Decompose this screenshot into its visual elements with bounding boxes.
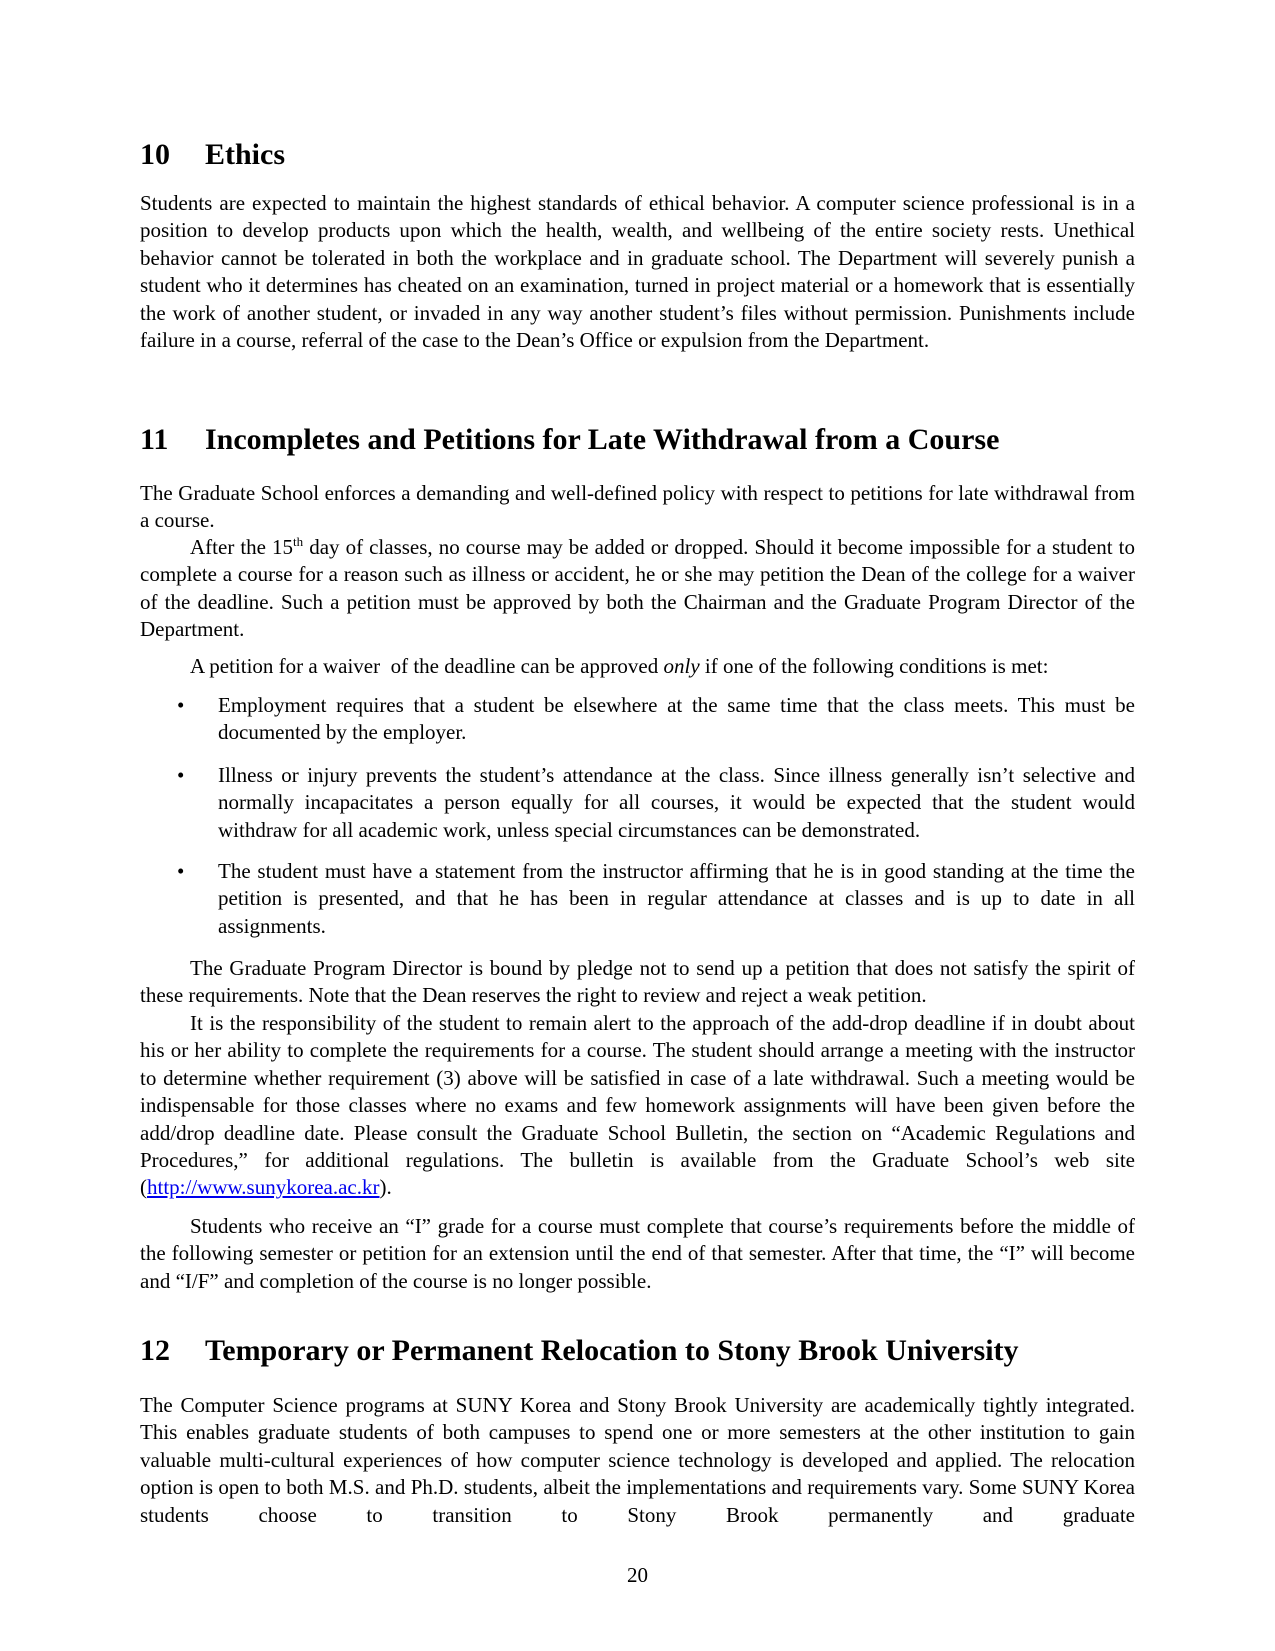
ordinal-superscript: th [293,534,304,549]
bullet-icon: • [177,763,185,787]
section-12-paragraph: The Computer Science programs at SUNY Korea and Stony Brook University are academically tightly integrated. This enables graduate students of both campuses to spend one or more semesters at the other institution to gain valuable multi-cultural experiences of how computer science technology is developed and applied. The relocation option is open to both M.S. and Ph.D. students, albeit the implementations and requirements vary. Some SUNY Korea students choose to transition to Stony Brook permanently and graduate [140,1393,1135,1527]
responsibility-paragraph [140,1010,1135,1202]
bullet-icon: • [177,859,185,883]
bullet-text: Employment requires that a student be elsewhere at the same time that the class meets. This must be documented by the employer. [218,693,1135,745]
incomplete-grade-paragraph: Students who receive an “I” grade for a course must complete that course’s requirements before the middle of the following semester or petition for an extension until the end of that semester. After that time, the “I” will become and “I/F” and completion of the course is no longer possible. [140,1214,1135,1293]
bullet-text: The student must have a statement from the instructor affirming that he is in good standing at the time the petition is presented, and that he has been in regular attendance at classes and is up to date in all assignments. [218,859,1135,938]
adddrop-text-rest: day of classes, no course may be added or dropped. Should it become impossible for a student to complete a course for a reason such as illness or accident, he or she may petition the Dean of the college for a waiver of the deadline. Such a petition must be approved by both the Chairman and the Graduate Program Director of the Department. [140,535,1135,642]
section-11-number: 11 [140,423,169,456]
bullet-item-illness [140,762,1135,844]
section-10-heading [140,137,1140,173]
director-pledge-paragraph: The Graduate Program Director is bound by pledge not to send up a petition that does not satisfy the spirit of these requirements. Note that the Dean reserves the right to review and reject a weak petition. [140,956,1135,1008]
section-11-heading [140,422,1140,458]
petition-text-rest: if one of the following conditions is met: [699,654,1049,678]
bullet-item-instructor-statement [140,858,1135,940]
policy-paragraph: The Graduate School enforces a demanding and well-defined policy with respect to petitions for late withdrawal from a course. [140,481,1135,533]
section-11-title: Incompletes and Petitions for Late Withdrawal from a Course [205,423,1000,456]
section-12-heading [140,1333,1140,1369]
bullet-icon: • [177,693,185,717]
petition-paragraph [140,653,1135,680]
responsibility-text-start: It is the responsibility of the student to remain alert to the approach of the add-drop deadline if in doubt about his or her ability to complete the requirements for a course. The student should arrange a meeting with the instructor to determine whether requirement (3) above will be satisfied in case of a late withdrawal. Such a meeting would be indispensable for those classes where no exams and few homework assignments will have been given before the add/drop deadline date. Please consult the Graduate School Bulletin, the section on “Academic Regulations and Procedures,” for additional regulations. The bulletin is available from the Graduate School’s web site ( [140,1011,1135,1200]
section-12-number: 12 [140,1334,170,1367]
section-10-paragraph: Students are expected to maintain the highest standards of ethical behavior. A computer science professional is in a position to develop products upon which the health, wealth, and wellbeing of the entire society rests. Unethical behavior cannot be tolerated in both the workplace and in graduate school. The Department will severely punish a student who it determines has cheated on an examination, turned in project material or a homework that is essentially the work of another student, or invaded in any way another student’s files without permission. Punishments include failure in a course, referral of the case to the Dean’s Office or expulsion from the Department. [140,191,1135,353]
section-10-number: 10 [140,138,170,171]
bullet-item-employment [140,692,1135,747]
sunykorea-website-link[interactable]: http://www.sunykorea.ac.kr [147,1175,380,1200]
section-10-title: Ethics [205,138,286,171]
page-number: 20 [627,1563,648,1587]
adddrop-text-start: After the 15 [190,535,294,559]
responsibility-text-end: ). [379,1175,392,1200]
petition-text-start: A petition for a waiver of the deadline can be approved [190,654,664,678]
petition-only-italic: only [663,654,700,678]
adddrop-paragraph [140,534,1135,644]
section-12-title: Temporary or Permanent Relocation to Stony Brook University [205,1334,1019,1367]
bullet-text: Illness or injury prevents the student’s attendance at the class. Since illness generally isn’t selective and normally incapacitates a person equally for all courses, it would be expected that the student would withdraw for all academic work, unless special circumstances can be demonstrated. [218,763,1135,842]
